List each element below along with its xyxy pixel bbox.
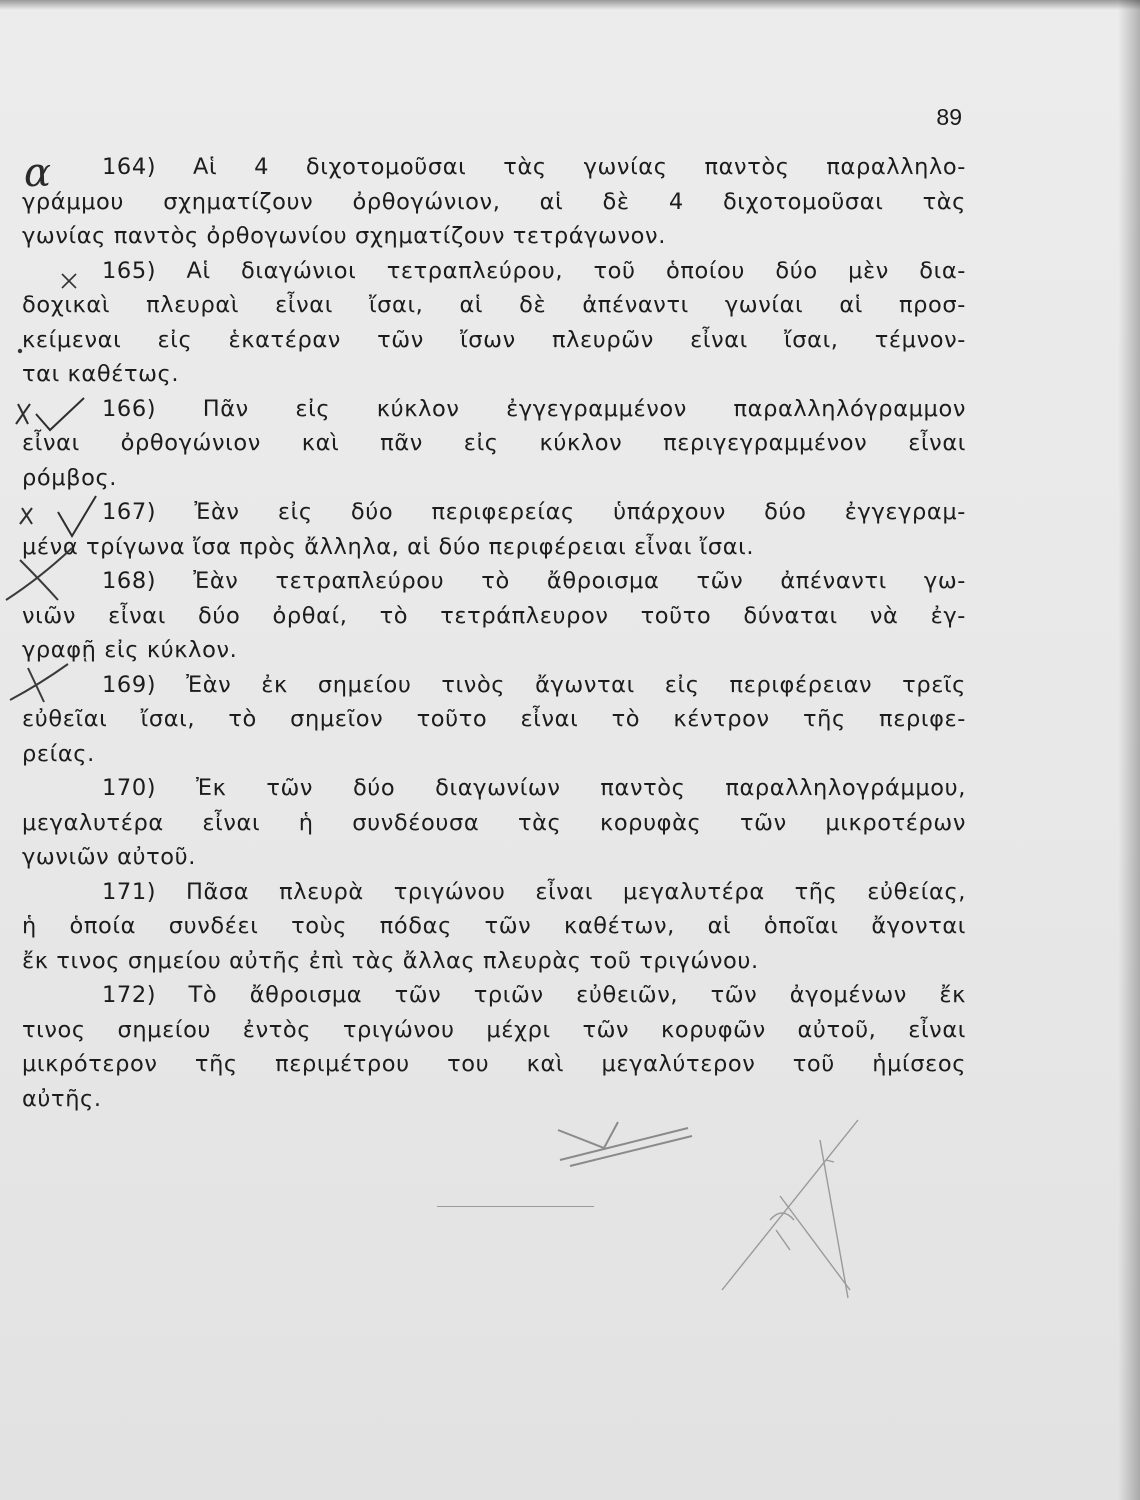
- text-line: 167) Ἐὰν εἰς δύο περιφερείας ὑπάρχουν δύο ἐγγεγραμ-: [102, 499, 966, 525]
- margin-alpha-mark: α: [24, 150, 52, 196]
- exercise-paragraph: [22, 392, 966, 496]
- page-top-edge: [0, 0, 1140, 10]
- text-line: γωνίας παντὸς ὀρθογωνίου σχηματίζουν τετράγωνον.: [22, 223, 666, 249]
- text-line: μικρότερον τῆς περιμέτρου του καὶ μεγαλύτερον τοῦ ἡμίσεος: [22, 1051, 966, 1077]
- text-line: 171) Πᾶσα πλευρὰ τριγώνου εἶναι μεγαλυτέρα τῆς εὐθείας,: [102, 878, 966, 905]
- page-edge-shadow: [1118, 0, 1140, 1500]
- text-line: ται καθέτως.: [22, 361, 180, 387]
- exercise-paragraph: [22, 875, 966, 979]
- pencil-geometry-sketch: [722, 1120, 858, 1298]
- text-line: 172) Τὸ ἄθροισμα τῶν τριῶν εὐθειῶν, τῶν ἀγομένων ἔκ: [102, 982, 966, 1008]
- text-line: εἶναι ὀρθογώνιον καὶ πᾶν εἰς κύκλον περιγεγραμμένον εἶναι: [22, 430, 966, 456]
- text-line: μένα τρίγωνα ἴσα πρὸς ἄλληλα, αἱ δύο περιφέρειαι εἶναι ἴσαι.: [22, 533, 755, 560]
- page-number: 89: [936, 104, 962, 130]
- text-line: 165) Αἱ διαγώνιοι τετραπλεύρου, τοῦ ὁποίου δύο μὲν δια-: [102, 257, 966, 284]
- text-line: γράμμου σχηματίζουν ὀρθογώνιον, αἱ δὲ 4 διχοτομοῦσαι τὰς: [22, 188, 966, 215]
- text-line: γωνιῶν αὐτοῦ.: [22, 844, 197, 870]
- exercise-paragraph: [22, 254, 966, 392]
- text-line: εὐθεῖαι ἴσαι, τὸ σημεῖον τοῦτο εἶναι τὸ κέντρον τῆς περιφε-: [22, 706, 966, 732]
- text-line: κείμεναι εἰς ἑκατέραν τῶν ἴσων πλευρῶν εἶναι ἴσαι, τέμνον-: [22, 326, 966, 353]
- text-line: δοχικαὶ πλευραὶ εἶναι ἴσαι, αἱ δὲ ἀπέναντι γωνίαι αἱ προσ-: [22, 292, 966, 318]
- exercise-text-block: [22, 150, 966, 1116]
- text-line: ἡ ὁποία συνδέει τοὺς πόδας τῶν καθέτων, αἱ ὁποῖαι ἄγονται: [22, 913, 966, 939]
- text-line: τινος σημείου ἐντὸς τριγώνου μέχρι τῶν κορυφῶν αὐτοῦ, εἶναι: [22, 1016, 966, 1043]
- exercise-paragraph: [22, 668, 966, 772]
- exercise-paragraph: [22, 495, 966, 564]
- text-line: 166) Πᾶν εἰς κύκλον ἐγγεγραμμένον παραλληλόγραμμον: [102, 395, 966, 422]
- text-line: ρόμβος.: [22, 464, 118, 491]
- text-line: ἔκ τινος σημείου αὐτῆς ἐπὶ τὰς ἄλλας πλευρὰς τοῦ τριγώνου.: [22, 947, 759, 974]
- exercise-paragraph: [22, 564, 966, 668]
- text-line: γραφῇ εἰς κύκλον.: [22, 637, 238, 663]
- end-rule: [437, 1206, 594, 1207]
- text-line: αὐτῆς.: [22, 1085, 102, 1112]
- text-line: ρείας.: [22, 740, 95, 767]
- text-line: 170) Ἐκ τῶν δύο διαγωνίων παντὸς παραλληλογράμμου,: [102, 775, 966, 801]
- text-line: 169) Ἐὰν ἐκ σημείου τινὸς ἄγωνται εἰς περιφέρειαν τρεῖς: [102, 671, 966, 698]
- pencil-sketch-strokes: [558, 1122, 692, 1166]
- text-line: 168) Ἐὰν τετραπλεύρου τὸ ἄθροισμα τῶν ἀπέναντι γω-: [102, 568, 966, 594]
- text-line: μεγαλυτέρα εἶναι ἡ συνδέουσα τὰς κορυφὰς τῶν μικροτέρων: [22, 809, 966, 836]
- exercise-paragraph: [22, 978, 966, 1116]
- exercise-paragraph: [22, 150, 966, 254]
- text-line: νιῶν εἶναι δύο ὀρθαί, τὸ τετράπλευρον τοῦτο δύναται νὰ ἐγ-: [22, 602, 966, 629]
- exercise-paragraph: [22, 771, 966, 875]
- text-line: 164) Αἱ 4 διχοτομοῦσαι τὰς γωνίας παντὸς παραλληλο-: [102, 154, 966, 180]
